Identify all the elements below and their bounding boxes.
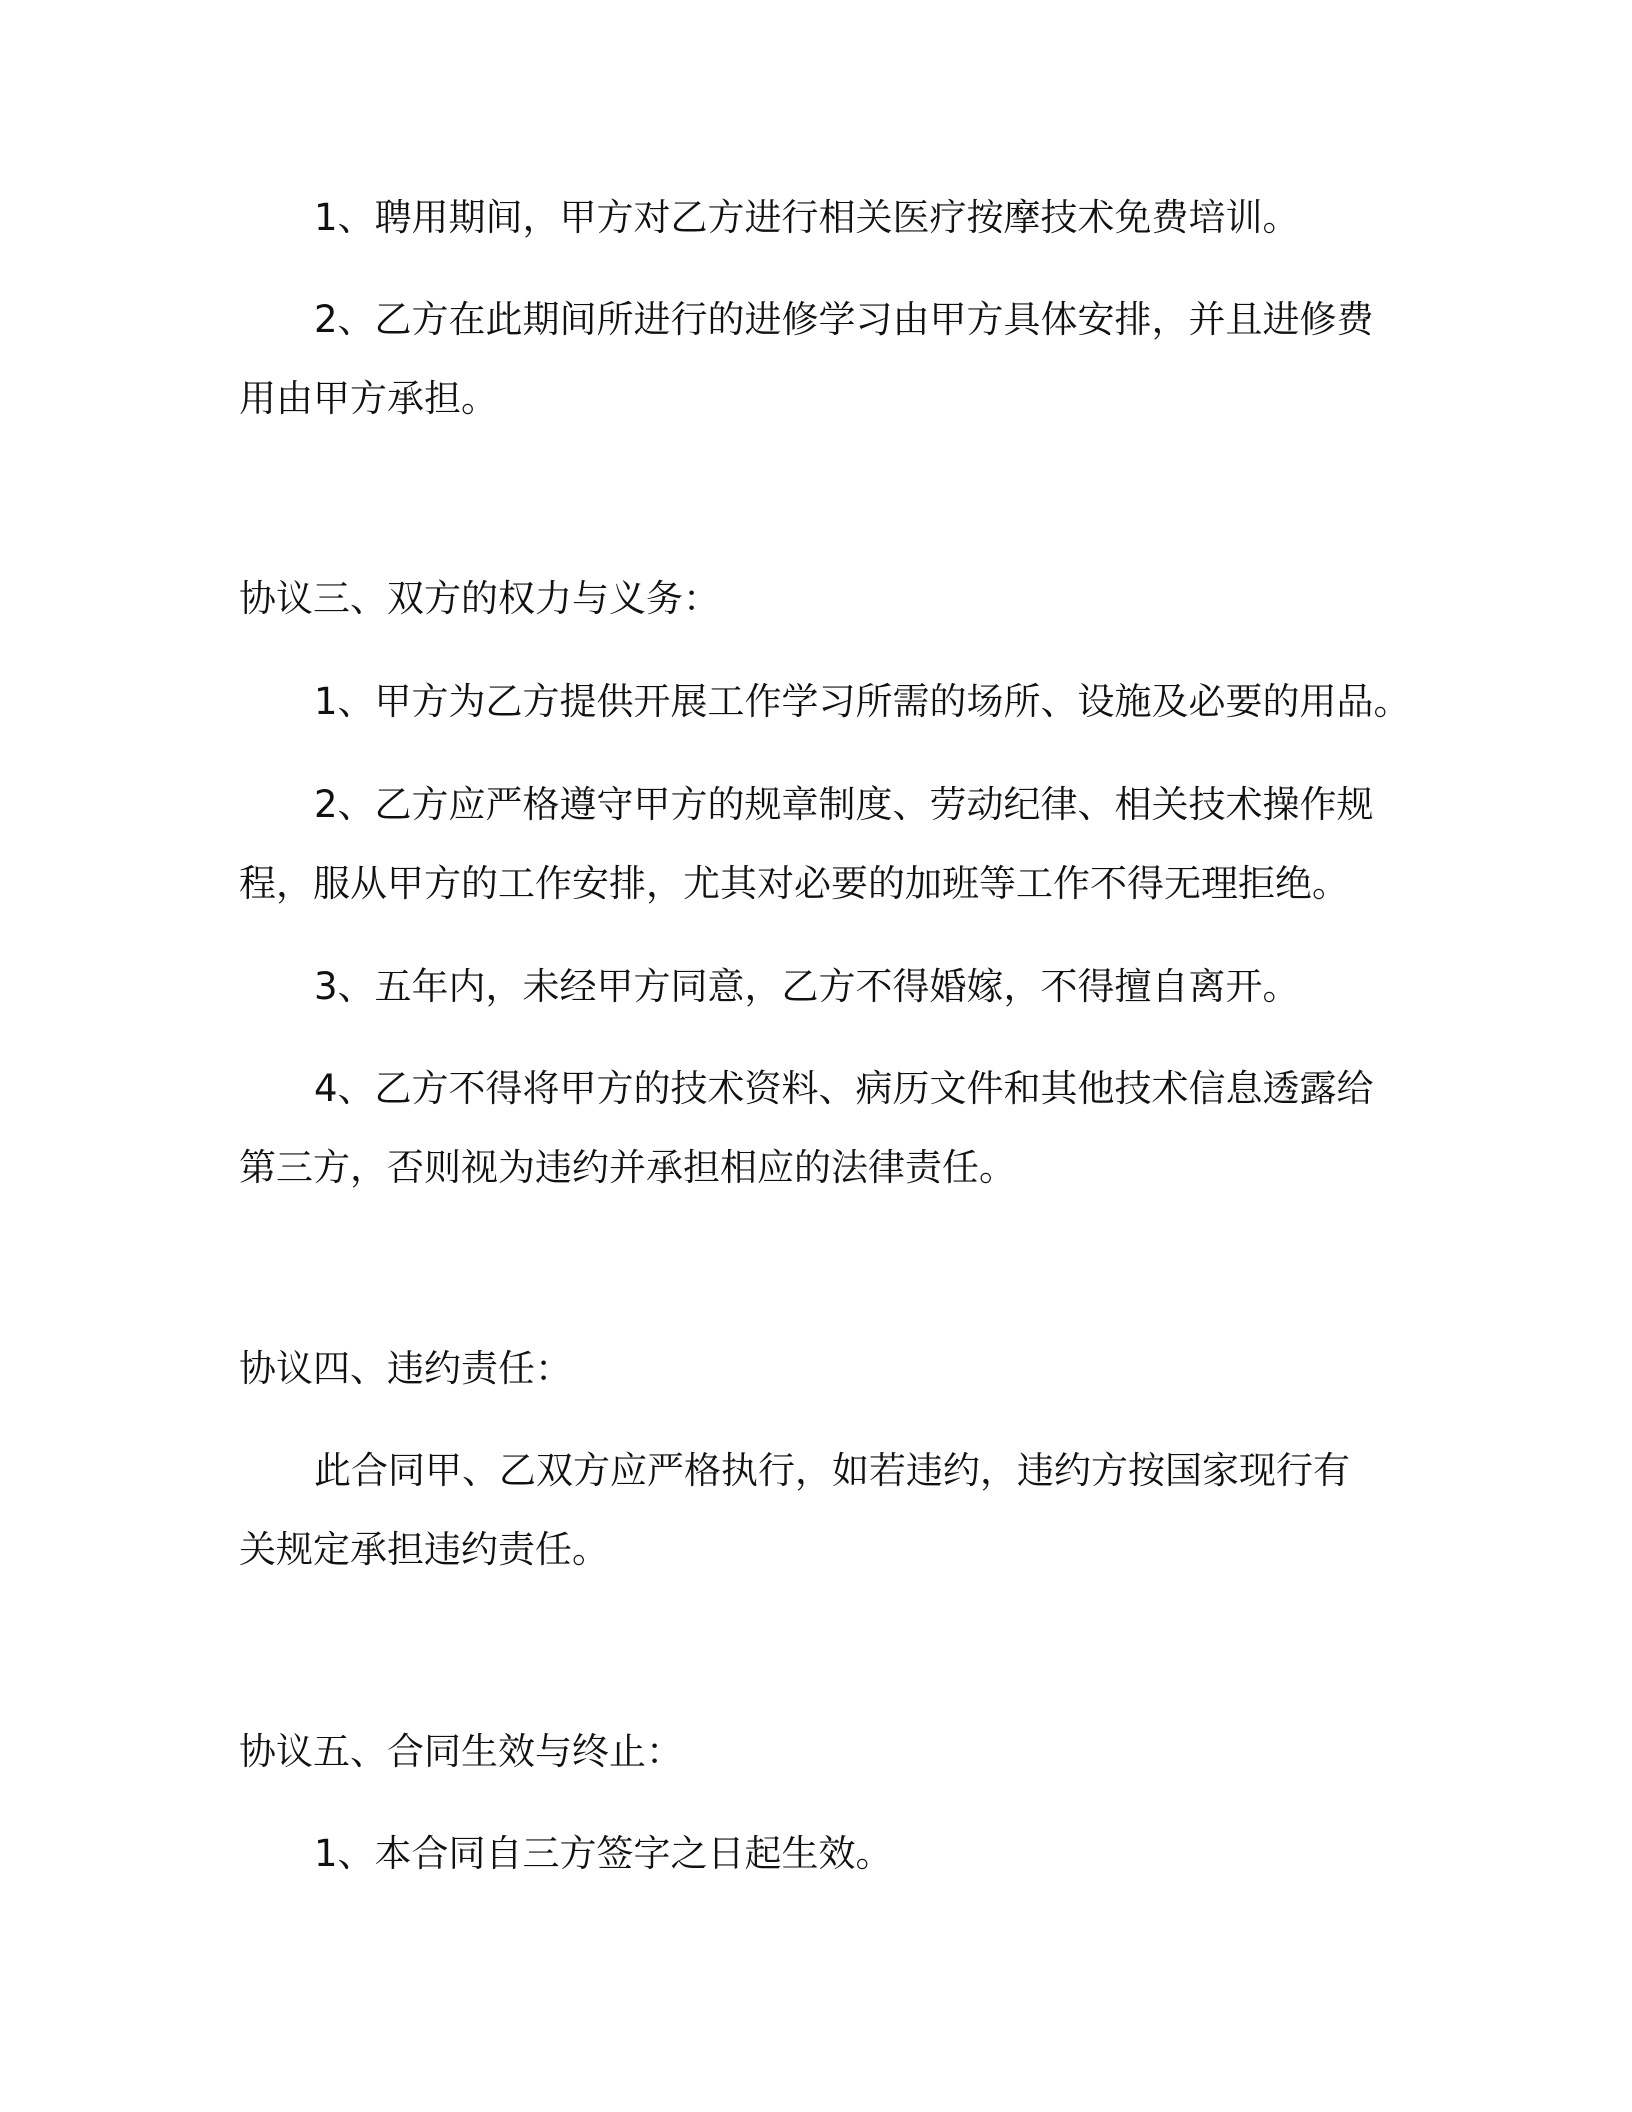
clause-3-2-line-1: 2、乙方应严格遵守甲方的规章制度、劳动纪律、相关技术操作规 xyxy=(314,783,1374,826)
clause-2-2-line-1: 2、乙方在此期间所进行的进修学习由甲方具体安排，并且进修费 xyxy=(314,298,1374,341)
clause-2-2-line-2: 用由甲方承担。 xyxy=(239,377,498,420)
section-4-heading: 协议四、违约责任： xyxy=(239,1347,572,1390)
clause-3-4-line-2: 第三方，否则视为违约并承担相应的法律责任。 xyxy=(239,1146,1016,1189)
clause-4-line-2: 关规定承担违约责任。 xyxy=(239,1528,609,1571)
section-5-heading: 协议五、合同生效与终止： xyxy=(239,1730,683,1773)
clause-3-2-line-2: 程，服从甲方的工作安排，尤其对必要的加班等工作不得无理拒绝。 xyxy=(239,862,1349,905)
clause-3-1: 1、甲方为乙方提供开展工作学习所需的场所、设施及必要的用品。 xyxy=(314,680,1411,723)
clause-3-3: 3、五年内，未经甲方同意，乙方不得婚嫁，不得擅自离开。 xyxy=(314,965,1300,1008)
clause-4-line-1: 此合同甲、乙双方应严格执行，如若违约，违约方按国家现行有 xyxy=(314,1449,1350,1492)
section-3-heading: 协议三、双方的权力与义务： xyxy=(239,577,720,620)
clause-5-1: 1、本合同自三方签字之日起生效。 xyxy=(314,1832,893,1875)
clause-2-1: 1、聘用期间，甲方对乙方进行相关医疗按摩技术免费培训。 xyxy=(314,196,1300,239)
clause-3-4-line-1: 4、乙方不得将甲方的技术资料、病历文件和其他技术信息透露给 xyxy=(314,1067,1374,1110)
